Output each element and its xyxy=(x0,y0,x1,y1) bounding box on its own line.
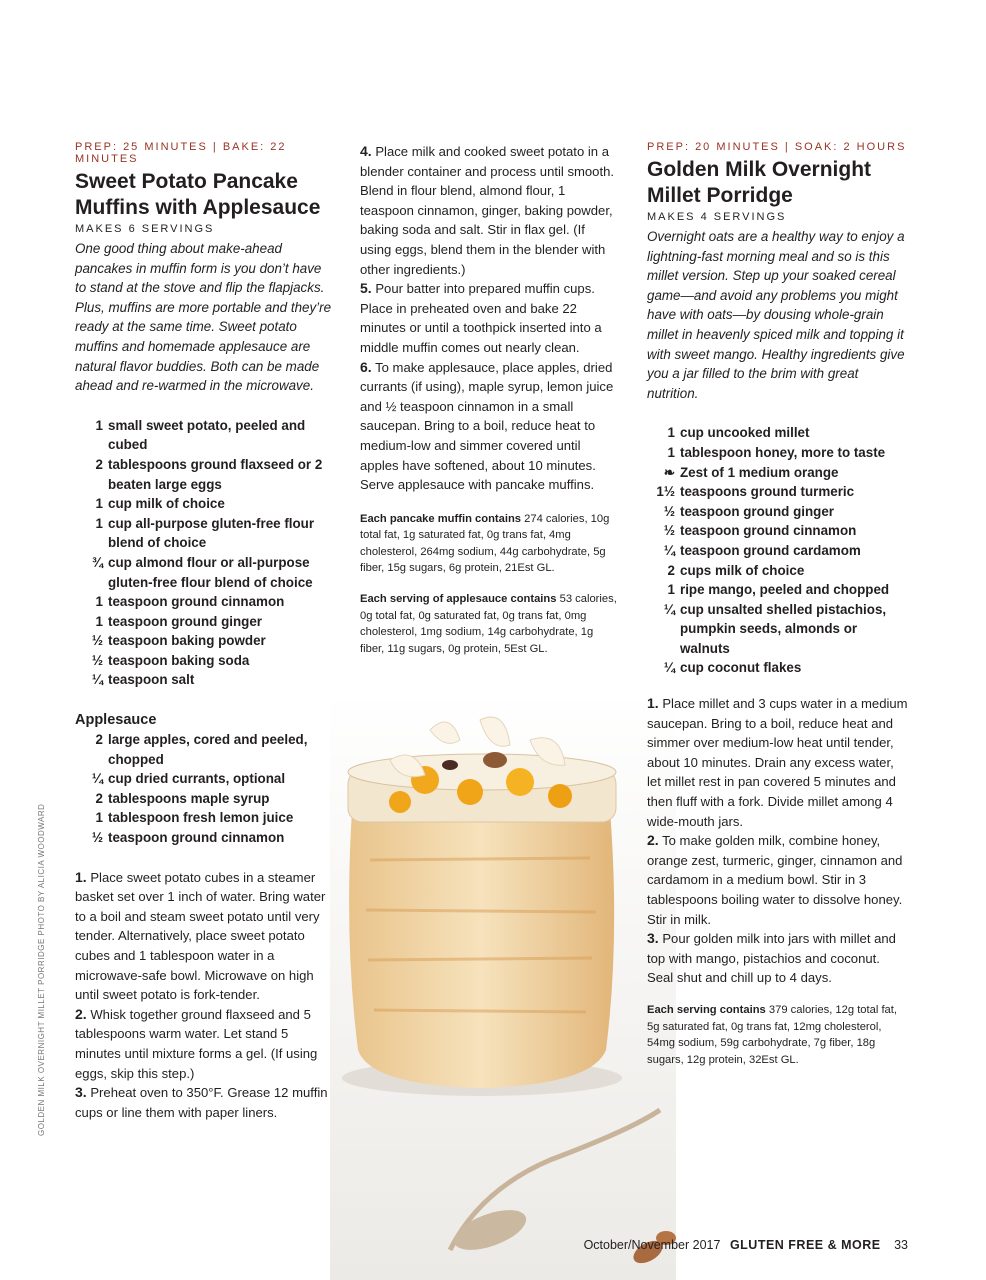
applesauce-ingredient-list xyxy=(75,730,333,848)
nutrition-applesauce xyxy=(360,591,618,657)
ingredient-text: teaspoon ground cinnamon xyxy=(680,523,857,539)
step-number: 2. xyxy=(647,832,659,849)
instruction-step xyxy=(647,694,909,831)
ingredient-text: teaspoon ground cinnamon xyxy=(108,830,285,846)
step-number: 1. xyxy=(75,868,87,885)
ingredient-quantity: 1 xyxy=(95,417,103,433)
nutrition-values: 379 calories, 12g total fat, 5g saturated fat, 0g trans fat, 12mg cholesterol, 54mg sodium, 59g carbohydrate, 7g fiber, 18g sugars, 12g protein, 32Est GL. xyxy=(647,1003,897,1066)
ingredient-quantity: 2 xyxy=(667,562,675,578)
nutrition-porridge xyxy=(647,1002,909,1068)
step-text: To make golden milk, combine honey, orange zest, turmeric, ginger, cinnamon and cardamom in a medium bowl. Stir in 3 tablespoons boiling water to dissolve honey. Stir in milk. xyxy=(647,833,903,927)
ingredient-quantity: ¼ xyxy=(663,542,675,558)
ingredient-text: teaspoon baking soda xyxy=(108,652,250,668)
ingredient-text: cup all-purpose gluten-free flour blend of choice xyxy=(108,515,315,551)
ingredient-item xyxy=(75,455,333,494)
nutrition-values: 53 calories, 0g total fat, 0g saturated fat, 0g trans fat, 0mg cholesterol, 1mg sodium, 14g carbohydrate, 1g fiber, 11g sugars, 0g protein, 5Est GL. xyxy=(360,593,617,655)
ingredient-item xyxy=(647,463,909,483)
ingredient-item xyxy=(647,658,909,678)
nutrition-label: Each serving of applesauce contains xyxy=(360,593,557,606)
ingredient-item xyxy=(75,769,333,789)
ingredient-quantity: 1 xyxy=(667,444,675,460)
ingredient-text: cup coconut flakes xyxy=(680,660,802,676)
step-text: Place sweet potato cubes in a steamer basket set over 1 inch of water. Bring water to a boil and steam sweet potato until very tender. Alternatively, place sweet potato cubes and 1 tablespoon water in a microwave-safe bowl. Microwave on high until sweet potato is fork-tender. xyxy=(75,869,326,1003)
step-text: Place millet and 3 cups water in a medium saucepan. Bring to a boil, reduce heat and simmer over medium-low heat until tender, about 10 minutes. Drain any excess water, let millet rest in pan covered 5 minutes and then fluff with a fork. Divide millet among 4 wide-mouth jars. xyxy=(647,696,908,829)
step-text: Whisk together ground flaxseed and 5 tablespoons warm water. Let stand 5 minutes until mixture forms a gel. (If using eggs, skip this step.) xyxy=(75,1006,318,1081)
ingredient-item xyxy=(647,541,909,561)
ingredient-item xyxy=(75,416,333,455)
instruction-step xyxy=(360,142,618,279)
step-text: Pour golden milk into jars with millet and top with mango, pistachios and coconut. Seal shut and chill up to 4 days. xyxy=(647,931,896,986)
step-text: Preheat oven to 350°F. Grease 12 muffin cups or line them with paper liners. xyxy=(75,1085,328,1120)
instruction-step xyxy=(75,1083,333,1122)
ingredient-text: cup milk of choice xyxy=(108,496,225,512)
ingredient-text: teaspoon ground cinnamon xyxy=(108,594,285,610)
applesauce-heading: Applesauce xyxy=(75,712,157,729)
instruction-step xyxy=(647,929,909,988)
instruction-step xyxy=(360,358,618,495)
ingredient-item xyxy=(647,482,909,502)
step-text: Pour batter into prepared muffin cups. Place in preheated oven and bake 22 minutes or until a toothpick inserted into a middle muffin comes out nearly clean. xyxy=(360,281,602,355)
ingredient-quantity: ¾ xyxy=(91,554,103,570)
ingredient-item xyxy=(75,789,333,809)
instruction-step xyxy=(75,868,333,1005)
ingredient-quantity: 1 xyxy=(95,515,103,531)
instructions-continued xyxy=(360,142,618,495)
recipe-yield: MAKES 4 SERVINGS xyxy=(647,211,787,223)
ingredient-item xyxy=(75,553,333,592)
ingredient-item xyxy=(647,580,909,600)
issue-date: October/November 2017 xyxy=(583,1238,721,1252)
ingredient-quantity: ❧ xyxy=(663,464,675,480)
instruction-step xyxy=(647,831,909,929)
ingredient-quantity: ¼ xyxy=(663,660,675,676)
ingredient-quantity: ½ xyxy=(91,830,103,846)
recipe-title: Sweet Potato Pancake Muffins with Applesauce xyxy=(75,170,321,219)
step-number: 1. xyxy=(647,695,659,712)
recipe-intro: One good thing about make-ahead pancakes in muffin form is you don’t have to stand at the stove and flip the flapjacks. Plus, muffins are more portable and they’re ready at the same time. Sweet potato muffins and homemade applesauce are natural flavor buddies. Both can be made ahead and re-warmed in the microwave. xyxy=(75,241,332,394)
porridge-jar-photo xyxy=(330,690,676,1280)
recipe-kicker: PREP: 25 MINUTES | BAKE: 22 MINUTES xyxy=(75,141,287,165)
ingredient-item xyxy=(647,502,909,522)
ingredient-quantity: 1 xyxy=(667,582,675,598)
ingredient-quantity: 2 xyxy=(95,456,103,472)
magazine-name: GLUTEN FREE & MORE xyxy=(729,1238,881,1252)
ingredient-text: teaspoon baking powder xyxy=(108,633,266,649)
ingredient-text: tablespoons ground flaxseed or 2 beaten large eggs xyxy=(108,456,323,492)
ingredient-quantity: ¼ xyxy=(91,672,103,688)
recipe-kicker: PREP: 20 MINUTES | SOAK: 2 HOURS xyxy=(647,141,907,153)
ingredient-item xyxy=(75,670,333,690)
ingredient-quantity: 2 xyxy=(95,732,103,748)
ingredient-text: cup dried currants, optional xyxy=(108,771,286,787)
instructions xyxy=(647,694,909,988)
ingredient-text: cup uncooked millet xyxy=(680,425,810,441)
nutrition-values: 274 calories, 10g total fat, 1g saturated fat, 0g trans fat, 4mg cholesterol, 264mg sodium, 44g carbohydrate, 5g fiber, 15g sugars, 6g protein, 21Est GL. xyxy=(360,512,610,575)
step-number: 4. xyxy=(360,143,372,159)
recipe-title: Golden Milk Overnight Millet Porridge xyxy=(647,158,872,207)
ingredient-item xyxy=(647,423,909,443)
recipe-yield: MAKES 6 SERVINGS xyxy=(75,223,215,235)
ingredient-text: ripe mango, peeled and chopped xyxy=(680,582,890,598)
step-number: 3. xyxy=(647,930,659,947)
ingredient-list xyxy=(647,423,909,678)
left-column xyxy=(75,141,333,1122)
ingredient-text: large apples, cored and peeled, chopped xyxy=(108,732,308,767)
ingredient-text: tablespoon honey, more to taste xyxy=(680,444,886,460)
step-number: 2. xyxy=(75,1005,87,1022)
nutrition-label: Each pancake muffin contains xyxy=(360,512,522,525)
ingredient-quantity: 2 xyxy=(95,790,103,806)
step-text: To make applesauce, place apples, dried currants (if using), maple syrup, lemon juice and ½ teaspoon cinnamon in a small saucepan. Bring to a boil, reduce heat to medium-low and simmer covered until apples have softened, about 10 minutes. Serve applesauce with pancake muffins. xyxy=(360,359,614,493)
step-number: 5. xyxy=(360,280,372,297)
ingredient-text: teaspoons ground turmeric xyxy=(680,484,855,500)
middle-column xyxy=(360,142,618,657)
ingredient-text: teaspoon ground ginger xyxy=(680,503,834,519)
ingredient-item xyxy=(647,443,909,463)
ingredient-quantity: 1 xyxy=(95,496,103,512)
instruction-step xyxy=(360,279,618,357)
ingredient-quantity: ½ xyxy=(91,652,103,668)
ingredient-quantity: 1 xyxy=(95,810,103,826)
ingredient-text: cups milk of choice xyxy=(680,562,805,578)
recipe-intro: Overnight oats are a healthy way to enjoy a lightning-fast morning meal and so is this millet version. Step up your soaked cereal game—and avoid any problems you might have with oats—by dousing whole-grain millet in heavenly spiced milk and topping it with sweet mango. Healthy ingredients give you a jar filled to the brim with great nutrition. xyxy=(647,229,905,401)
ingredient-item xyxy=(75,631,333,651)
nutrition-muffin xyxy=(360,511,618,577)
photo-credit: GOLDEN MILK OVERNIGHT MILLET PORRIDGE PHOTO BY ALICIA WOODWARD xyxy=(37,803,46,1136)
ingredient-item xyxy=(75,494,333,514)
ingredient-item xyxy=(75,592,333,612)
ingredient-text: cup almond flour or all-purpose gluten-free flour blend of choice xyxy=(108,554,313,590)
ingredient-quantity: 1½ xyxy=(656,484,675,500)
ingredient-item xyxy=(75,612,333,632)
ingredient-item xyxy=(75,808,333,828)
page-number: 33 xyxy=(894,1238,908,1252)
ingredient-item xyxy=(75,514,333,553)
ingredient-text: Zest of 1 medium orange xyxy=(680,464,839,480)
ingredient-item xyxy=(647,600,909,659)
ingredient-quantity: ¼ xyxy=(663,601,675,617)
ingredient-item xyxy=(647,521,909,541)
step-text: Place milk and cooked sweet potato in a blender container and process until smooth. Blend in flour blend, almond flour, 1 teaspoon cinnamon, ginger, baking powder, baking soda and salt. Stir in flax gel. (If using eggs, blend them in the blender with other ingredients.) xyxy=(360,144,615,277)
ingredient-quantity: ½ xyxy=(663,523,675,539)
ingredient-text: tablespoon fresh lemon juice xyxy=(108,810,294,826)
ingredient-text: tablespoons maple syrup xyxy=(108,790,270,806)
ingredient-text: teaspoon salt xyxy=(108,672,195,688)
ingredient-item xyxy=(75,730,333,769)
ingredient-item xyxy=(647,561,909,581)
ingredient-quantity: 1 xyxy=(667,425,675,441)
ingredient-text: teaspoon ground ginger xyxy=(108,613,262,629)
ingredient-item xyxy=(75,651,333,671)
ingredient-quantity: ¼ xyxy=(91,771,103,787)
instructions xyxy=(75,868,333,1123)
page-footer xyxy=(584,1238,908,1252)
ingredient-list xyxy=(75,416,333,690)
step-number: 6. xyxy=(360,358,372,375)
ingredient-quantity: 1 xyxy=(95,594,103,610)
ingredient-quantity: ½ xyxy=(663,503,675,519)
ingredient-text: cup unsalted shelled pistachios, pumpkin seeds, almonds or walnuts xyxy=(680,601,887,656)
ingredient-quantity: ½ xyxy=(91,633,103,649)
instruction-step xyxy=(75,1005,333,1083)
step-number: 3. xyxy=(75,1084,87,1101)
right-column xyxy=(647,141,909,1068)
ingredient-item xyxy=(75,828,333,848)
nutrition-label: Each serving contains xyxy=(647,1003,766,1016)
ingredient-quantity: 1 xyxy=(95,613,103,629)
ingredient-text: small sweet potato, peeled and cubed xyxy=(108,417,306,453)
ingredient-text: teaspoon ground cardamom xyxy=(680,542,861,558)
